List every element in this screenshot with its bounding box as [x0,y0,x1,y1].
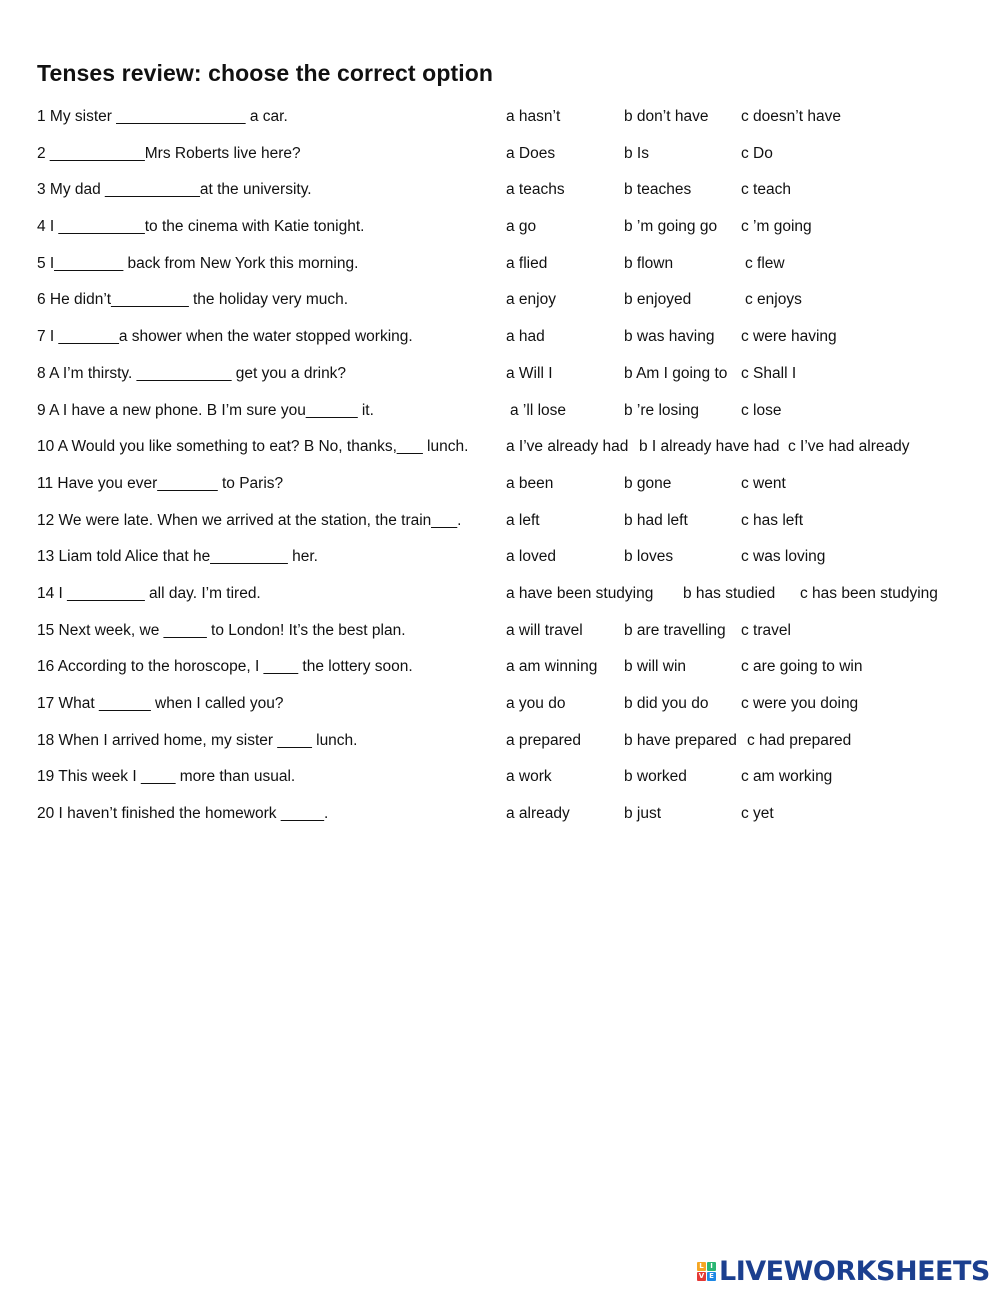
question-text: 20 I haven’t finished the homework _____. [37,805,329,823]
logo-block: V [698,1272,705,1280]
logo-block: L [697,1262,706,1271]
option-a[interactable]: a loved [506,548,556,566]
option-b[interactable]: b gone [624,474,672,492]
question-row [37,619,967,656]
option-c[interactable]: c I’ve had already [788,438,910,456]
question-row [37,582,967,619]
option-b[interactable]: b just [624,805,662,823]
option-a[interactable]: a prepared [506,731,581,749]
option-b[interactable]: b ’m going go [624,218,718,236]
question-text: 5 I________ back from New York this morning. [37,254,359,272]
logo-blocks-icon [697,1262,716,1281]
question-list [37,105,967,839]
option-a[interactable]: a Does [506,144,556,162]
question-row [37,545,967,582]
option-c[interactable]: c are going to win [741,658,863,676]
question-text: 11 Have you ever_______ to Paris? [37,474,284,492]
option-b[interactable]: b are travelling [624,621,726,639]
question-text: 16 According to the horoscope, I ____ the lottery soon. [37,658,413,676]
question-row [37,362,967,399]
question-row [37,288,967,325]
question-text: 13 Liam told Alice that he_________ her. [37,548,318,566]
question-row [37,765,967,802]
option-b[interactable]: b I already have had [639,438,780,456]
question-text: 17 What ______ when I called you? [37,695,284,712]
question-text: 8 A I’m thirsty. ___________ get you a drink? [37,364,347,382]
option-b[interactable]: b have prepared [624,731,737,749]
option-b[interactable]: b Am I going to [624,364,728,382]
option-c[interactable]: c am working [741,768,833,786]
question-text: 6 He didn’t_________ the holiday very much. [37,291,349,309]
option-c[interactable]: c teach [741,181,791,199]
option-a[interactable]: a been [506,474,554,492]
question-text: 12 We were late. When we arrived at the station, the train___. [37,511,462,529]
question-row [37,142,967,179]
option-a[interactable]: a already [506,805,570,823]
question-text: 2 ___________Mrs Roberts live here? [37,144,301,162]
option-c[interactable]: c were you doing [741,695,859,712]
option-c[interactable]: c yet [741,805,774,823]
option-c[interactable]: c travel [741,621,791,639]
question-text: 18 When I arrived home, my sister ____ lunch. [37,731,358,749]
question-text: 10 A Would you like something to eat? B No, thanks,___ lunch. [37,438,469,456]
option-c[interactable]: c has left [741,511,804,529]
option-a[interactable]: a enjoy [506,291,556,309]
question-text: 14 I _________ all day. I’m tired. [37,584,261,602]
option-b[interactable]: b don’t have [624,108,709,125]
option-b[interactable]: b was having [624,328,715,346]
option-b[interactable]: b loves [624,548,674,566]
option-a[interactable]: a go [506,218,537,236]
option-a[interactable]: a have been studying [506,584,654,602]
option-c[interactable]: c was loving [741,548,826,566]
question-text: 9 A I have a new phone. B I’m sure you______ it. [37,401,374,419]
option-c[interactable]: c were having [741,328,837,346]
question-row [37,692,967,729]
question-row [37,105,967,142]
question-row [37,325,967,362]
option-a[interactable]: a ’ll lose [510,401,566,419]
option-a[interactable]: a hasn’t [506,108,561,125]
question-row [37,472,967,509]
option-a[interactable]: a work [506,768,552,786]
question-row [37,802,967,839]
option-b[interactable]: b has studied [683,584,776,602]
liveworksheets-logo [697,1256,990,1286]
question-text: 15 Next week, we _____ to London! It’s the best plan. [37,621,406,639]
option-c[interactable]: c has been studying [800,584,938,602]
option-c[interactable]: c Shall I [741,364,797,382]
option-a[interactable]: a Will I [506,364,553,382]
option-a[interactable]: a am winning [506,658,598,676]
option-a[interactable]: a teachs [506,181,565,199]
option-c[interactable]: c Do [741,144,773,162]
question-text: 7 I _______a shower when the water stopped working. [37,328,413,346]
question-row [37,399,967,436]
option-b[interactable]: b had left [624,511,688,529]
question-row [37,178,967,215]
question-text: 19 This week I ____ more than usual. [37,768,296,786]
option-c[interactable]: c doesn’t have [741,108,841,125]
logo-text: LIVEWORKSHEETS [719,1255,990,1287]
option-c[interactable]: c ’m going [741,218,812,236]
option-c[interactable]: c went [741,474,786,492]
question-row [37,435,967,472]
question-text: 4 I __________to the cinema with Katie tonight. [37,218,365,236]
option-b[interactable]: b will win [624,658,687,676]
logo-block: I [707,1262,716,1271]
option-a[interactable]: a I’ve already had [506,438,629,456]
option-c[interactable]: c lose [741,401,782,419]
option-b[interactable]: b Is [624,144,649,162]
option-a[interactable]: a flied [506,254,548,272]
option-a[interactable]: a left [506,511,540,529]
option-c[interactable]: c flew [745,254,785,272]
option-a[interactable]: a had [506,328,545,346]
question-row [37,729,967,766]
option-a[interactable]: a you do [506,695,566,712]
option-c[interactable]: c had prepared [747,731,852,749]
option-a[interactable]: a will travel [506,621,583,639]
option-b[interactable]: b worked [624,768,687,786]
option-b[interactable]: b did you do [624,695,709,712]
question-text: 1 My sister _______________ a car. [37,108,288,125]
option-b[interactable]: b ’re losing [624,401,699,419]
question-row [37,655,967,692]
option-b[interactable]: b flown [624,254,674,272]
option-c[interactable]: c enjoys [745,291,802,309]
question-row [37,509,967,546]
option-b[interactable]: b enjoyed [624,291,692,309]
question-text: 3 My dad ___________at the university. [37,181,312,199]
question-row [37,215,967,252]
logo-block: E [707,1272,716,1281]
question-row [37,252,967,289]
option-b[interactable]: b teaches [624,181,692,199]
worksheet-title: Tenses review: choose the correct option [37,60,494,86]
